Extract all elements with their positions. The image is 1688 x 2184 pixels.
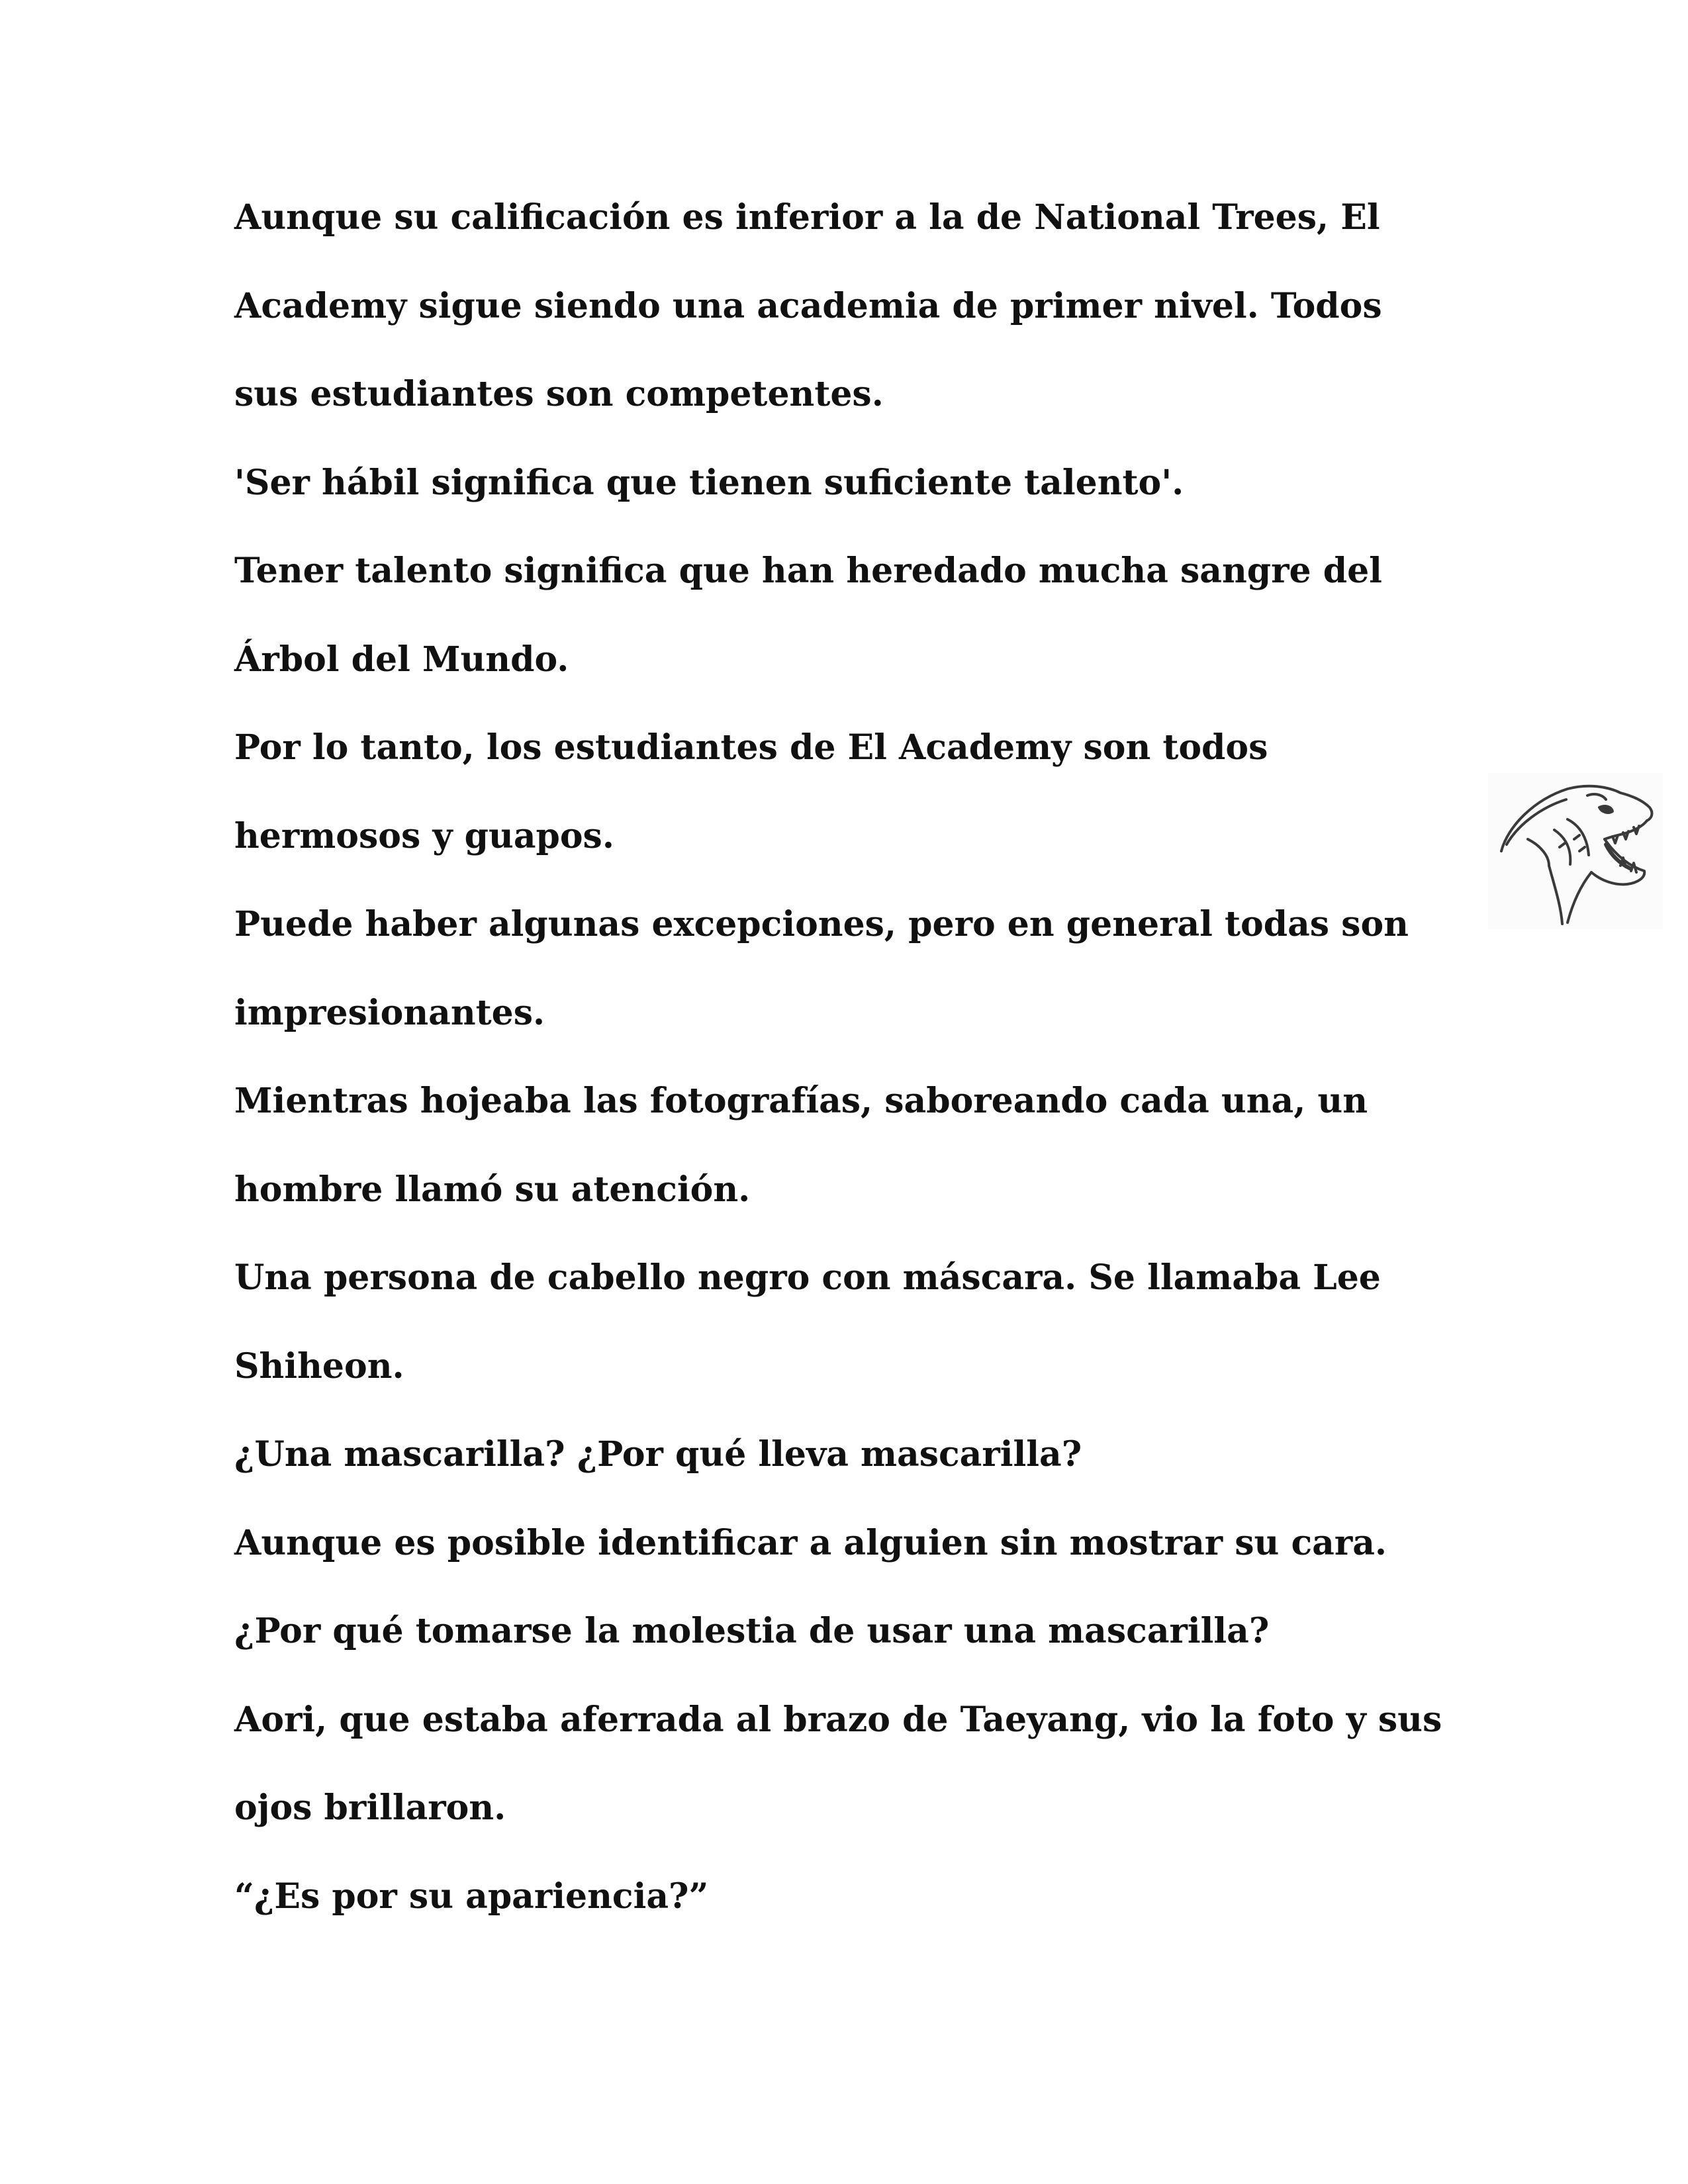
text-line: Mientras hojeaba las fotografías, saboreando cada una, un [234,1081,1368,1121]
text-line: Una persona de cabello negro con máscara. Se llamaba Lee [234,1257,1381,1298]
text-line: ¿Una mascarilla? ¿Por qué lleva mascarilla? [234,1434,1082,1475]
text-line: Árbol del Mundo. [234,639,569,680]
text-line: 'Ser hábil significa que tienen suficiente talento'. [234,462,1184,503]
text-line: hombre llamó su atención. [234,1169,751,1210]
body-text [234,173,1492,1940]
text-line: ¿Por qué tomarse la molestia de usar una mascarilla? [234,1611,1270,1651]
text-line: Aunque es posible identificar a alguien sin mostrar su cara. [234,1522,1387,1563]
text-line: impresionantes. [234,992,545,1033]
dinosaur-head-icon [1488,773,1663,929]
text-line: Academy sigue siendo una academia de primer nivel. Todos [234,285,1382,326]
text-line: “¿Es por su apariencia?” [234,1876,709,1917]
text-line: ojos brillaron. [234,1788,506,1828]
text-line: hermosos y guapos. [234,815,614,856]
text-line: Aunque su calificación es inferior a la de National Trees, El [234,197,1380,238]
text-line: Aori, que estaba aferrada al brazo de Taeyang, vio la foto y sus [234,1699,1442,1740]
text-line: Puede haber algunas excepciones, pero en general todas son [234,904,1409,944]
text-line: Por lo tanto, los estudiantes de El Academy son todos [234,727,1268,768]
text-line: Shiheon. [234,1345,404,1387]
text-line: Tener talento significa que han heredado mucha sangre del [234,551,1382,591]
text-line: sus estudiantes son competentes. [234,374,884,414]
